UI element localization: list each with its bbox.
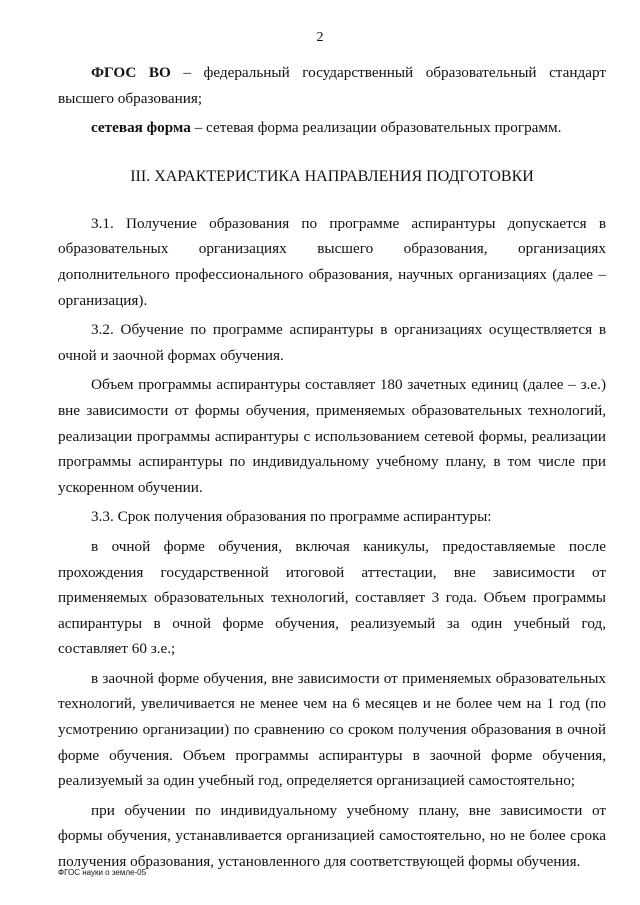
definition-dash: – — [190, 119, 207, 137]
paragraph-3-1: 3.1. Получение образования по программе аспирантуры допускается в образовательных организациях высшего образования, организациях дополнительного профессионального образования, научных организациях (далее – организация). — [58, 214, 606, 309]
page-footer: ФГОС науки о земле-05 — [58, 868, 147, 877]
section-title: III. ХАРАКТЕРИСТИКА НАПРАВЛЕНИЯ ПОДГОТОВКИ — [130, 167, 534, 185]
definition-dash: – — [170, 64, 204, 81]
paragraph-volume: Объем программы аспирантуры составляет 180 зачетных единиц (далее – з.е.) вне зависимости от формы обучения, применяемых образовательных технологий, реализации программы аспирантуры с использованием сетевой формы, реализации программы аспирантуры по индивидуальному учебному плану, в том числе при ускоренном обучении. — [58, 376, 606, 496]
definition-text: сетевая форма реализации образовательных программ. — [206, 119, 562, 137]
paragraph-3-3: 3.3. Срок получения образования по программе аспирантуры: — [91, 508, 492, 526]
paragraph-3-2: 3.2. Обучение по программе аспирантуры в организациях осуществляется в очной и заочной формах обучения. — [58, 321, 606, 364]
page-number: 2 — [316, 30, 324, 45]
document-body — [58, 60, 606, 875]
definition-term: сетевая форма — [91, 119, 191, 137]
paragraph-full-time: в очной форме обучения, включая каникулы, предоставляемые после прохождения государственной итоговой аттестации, вне зависимости от применяемых образовательных технологий, составляет 3 года. Объем программы аспирантуры в очной форме обучения, реализуемый за один учебный год, составляет 60 з.е.; — [58, 537, 606, 658]
definition-network-form — [58, 115, 606, 141]
paragraph-part-time: в заочной форме обучения, вне зависимости от применяемых образовательных технологий, увеличивается не менее чем на 6 месяцев и не более чем на 1 год (по усмотрению организации) по сравнению со сроком получения образования в очной форме обучения. Объем программы аспирантуры в заочной форме обучения, реализуемый за один учебный год, определяется организацией самостоятельно; — [58, 669, 606, 790]
definition-text: федеральный государственный образовательный стандарт высшего образования; — [58, 64, 607, 107]
definition-term: ФГОС ВО — [91, 64, 171, 81]
definition-fgos — [58, 60, 606, 111]
paragraph-individual-plan: при обучении по индивидуальному учебному плану, вне зависимости от формы обучения, устанавливается организацией самостоятельно, но не более срока получения образования, установленного для соответствующей формы обучения. — [58, 801, 606, 871]
